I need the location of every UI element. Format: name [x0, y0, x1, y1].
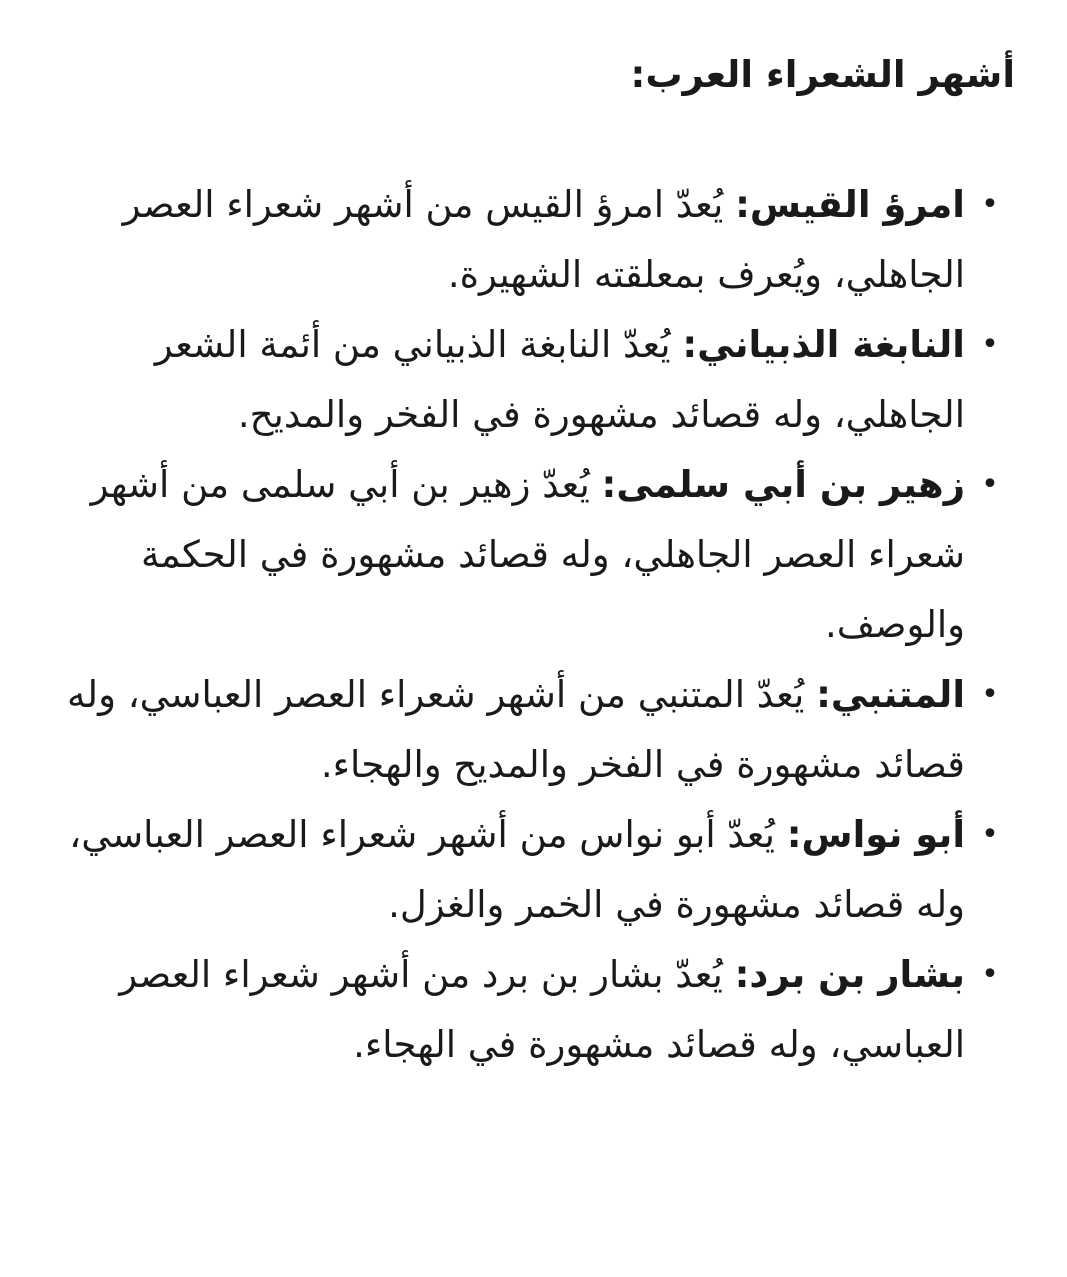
bullet-icon: • [981, 817, 999, 852]
poet-name: النابغة الذبياني: [682, 323, 965, 366]
bullet-icon: • [981, 327, 999, 362]
poet-list [60, 170, 1015, 1080]
document [60, 40, 1015, 1080]
list-item [60, 800, 1015, 940]
bullet-icon: • [981, 467, 999, 502]
poet-name: زهير بن أبي سلمى: [601, 463, 965, 506]
poet-name: امرؤ القيس: [735, 183, 965, 226]
list-item [60, 450, 1015, 660]
list-item [60, 310, 1015, 450]
list-item [60, 940, 1015, 1080]
poet-name: بشار بن برد: [734, 953, 965, 996]
list-item [60, 660, 1015, 800]
poet-description: يُعدّ النابغة الذبياني من أئمة الشعر الجاهلي، وله قصائد مشهورة في الفخر والمديح. [154, 323, 965, 436]
poet-description: يُعدّ بشار بن برد من أشهر شعراء العصر العباسي، وله قصائد مشهورة في الهجاء. [119, 953, 965, 1066]
page-title: أشهر الشعراء العرب: [630, 53, 1015, 96]
list-item [60, 170, 1015, 310]
poet-description: يُعدّ المتنبي من أشهر شعراء العصر العباسي، وله قصائد مشهورة في الفخر والمديح والهجاء. [66, 673, 965, 786]
bullet-icon: • [981, 187, 999, 222]
poet-description: يُعدّ أبو نواس من أشهر شعراء العصر العباسي، وله قصائد مشهورة في الخمر والغزل. [69, 813, 965, 926]
poet-description: يُعدّ امرؤ القيس من أشهر شعراء العصر الجاهلي، ويُعرف بمعلقته الشهيرة. [122, 183, 965, 296]
bullet-icon: • [981, 957, 999, 992]
poet-name: المتنبي: [816, 673, 965, 716]
bullet-icon: • [981, 677, 999, 712]
poet-name: أبو نواس: [786, 813, 965, 856]
poet-description: يُعدّ زهير بن أبي سلمى من أشهر شعراء العصر الجاهلي، وله قصائد مشهورة في الحكمة والوصف. [90, 463, 965, 646]
